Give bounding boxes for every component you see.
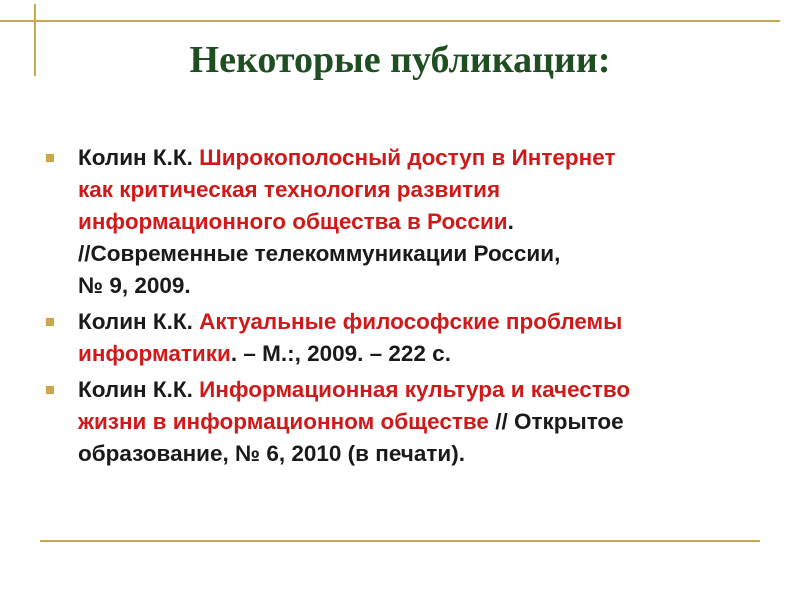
publication-source: . – М.:, 2009. – 222 с.	[230, 341, 451, 366]
publication-title: Широкополосный доступ в Интернет	[199, 145, 616, 170]
publication-title-cont: жизни в информационном обществе	[78, 409, 489, 434]
frame-bottom-line	[40, 540, 760, 542]
square-bullet-icon	[46, 318, 54, 326]
publication-item	[44, 142, 764, 302]
publication-title: Информационная культура и качество	[199, 377, 631, 402]
square-bullet-icon	[46, 154, 54, 162]
publication-issue: образование, № 6, 2010 (в печати).	[78, 441, 465, 466]
publication-title-cont: информатики	[78, 341, 231, 366]
publication-title-cont: как критическая технология развития	[78, 177, 501, 202]
publication-source: //Современные телекоммуникации России,	[78, 241, 561, 266]
publication-issue: № 9, 2009.	[78, 273, 191, 298]
publication-title: Актуальные философские проблемы	[199, 309, 623, 334]
publication-author: Колин К.К.	[78, 145, 200, 170]
publication-item	[44, 306, 764, 370]
publication-author: Колин К.К.	[78, 309, 200, 334]
publication-author: Колин К.К.	[78, 377, 200, 402]
publication-list	[44, 142, 764, 474]
publication-item	[44, 374, 764, 470]
publication-title-cont: информационного общества в России	[78, 209, 508, 234]
square-bullet-icon	[46, 386, 54, 394]
publication-punct: .	[507, 209, 514, 234]
frame-top-line	[0, 20, 780, 22]
slide-title: Некоторые публикации:	[189, 39, 611, 81]
publication-source: // Открытое	[488, 409, 624, 434]
